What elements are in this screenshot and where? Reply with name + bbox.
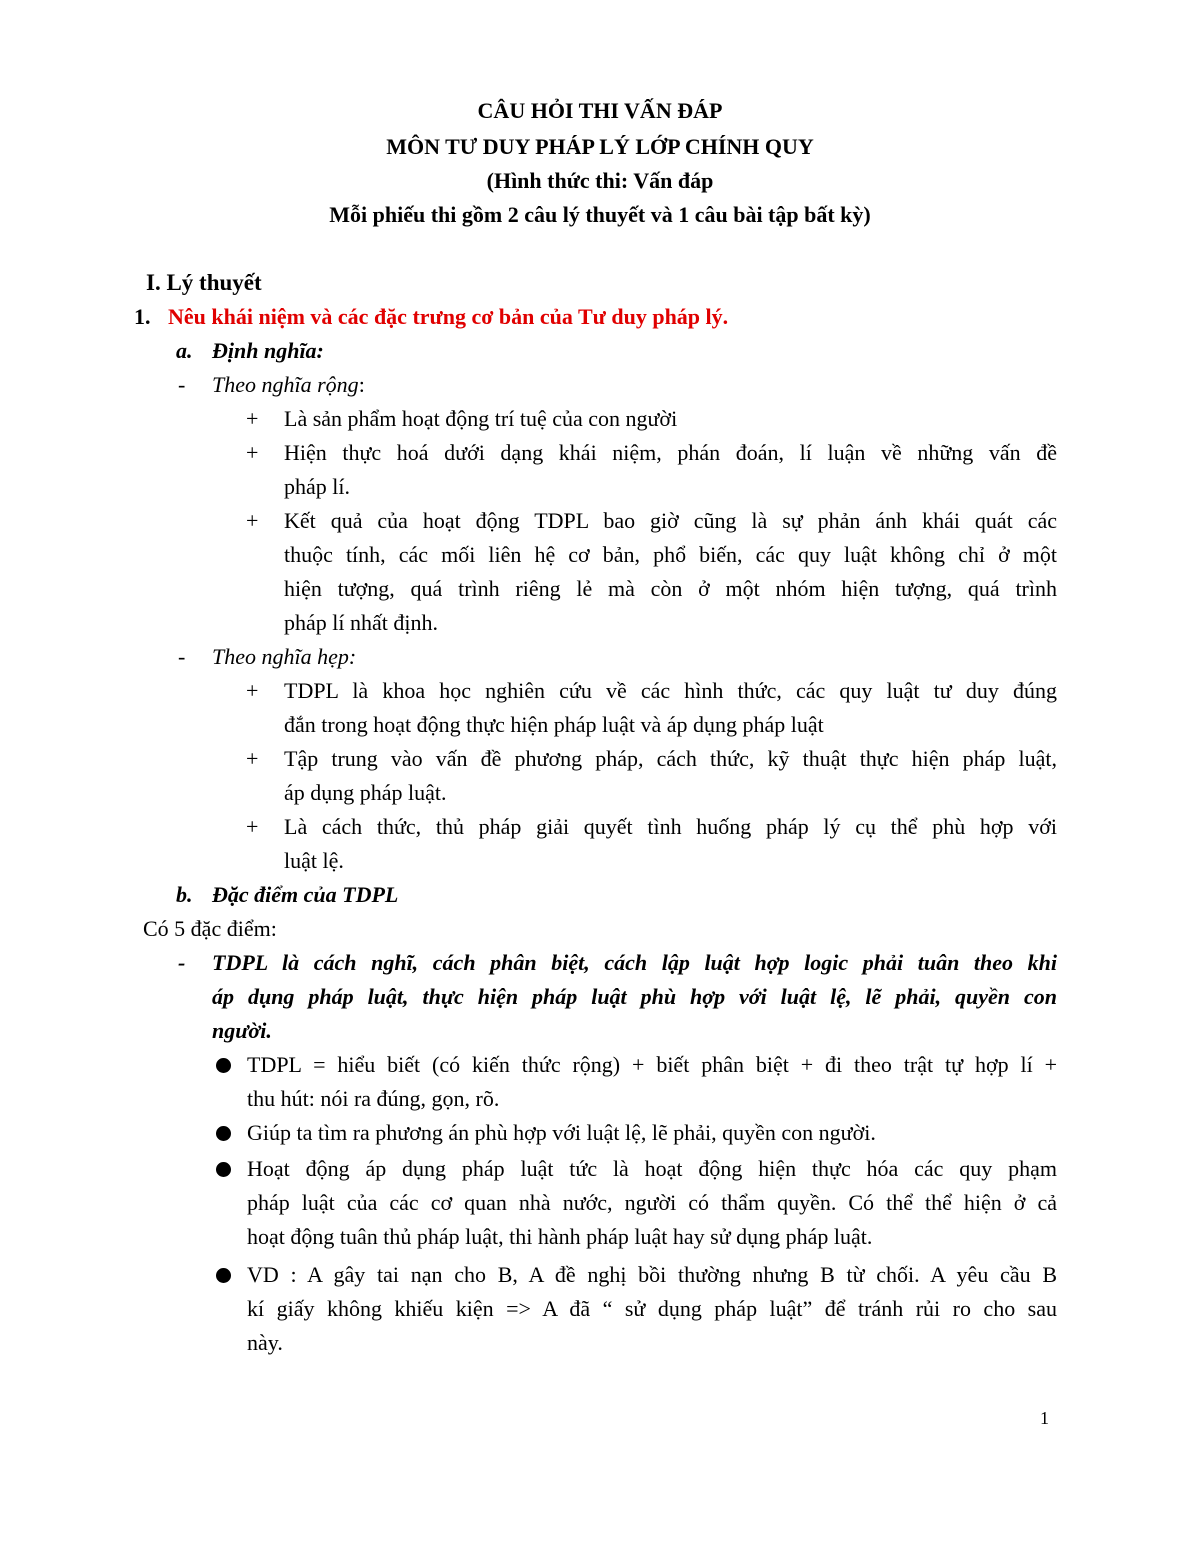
part-a-marker: a. [176, 338, 193, 363]
plus-marker: + [246, 678, 259, 703]
features-intro: Có 5 đặc điểm: [143, 916, 277, 941]
exam-format: (Hình thức thi: Vấn đáp [486, 168, 714, 193]
doc-subtitle: MÔN TƯ DUY PHÁP LÝ LỚP CHÍNH QUY [386, 134, 814, 159]
dash-marker: - [178, 372, 186, 397]
broad-item-3-line-4: pháp lí nhất định. [284, 610, 438, 635]
plus-marker: + [246, 508, 259, 533]
bullet-3-line-3: hoạt động tuân thủ pháp luật, thi hành pháp luật hay sử dụng pháp luật. [247, 1224, 873, 1249]
page-number: 1 [1040, 1408, 1049, 1428]
broad-label-text: Theo nghĩa rộng [212, 372, 359, 397]
part-b-marker: b. [176, 882, 193, 907]
broad-item-1: Là sản phẩm hoạt động trí tuệ của con người [284, 406, 678, 431]
bullet-1-line-2: thu hút: nói ra đúng, gọn, rõ. [247, 1086, 500, 1111]
narrow-item-3-line-2: luật lệ. [284, 848, 344, 873]
plus-marker: + [246, 814, 259, 839]
plus-marker: + [246, 406, 259, 431]
plus-marker: + [246, 746, 259, 771]
broad-item-3-line-3: hiện tượng, quá trình riêng lẻ mà còn ở một nhóm hiện tượng, quá trình [284, 576, 1057, 601]
dash-marker: - [178, 950, 186, 975]
bullet-3-line-1: Hoạt động áp dụng pháp luật tức là hoạt động hiện thực hóa các quy phạm [247, 1156, 1057, 1181]
exam-structure: Mỗi phiếu thi gồm 2 câu lý thuyết và 1 câu bài tập bất kỳ) [329, 202, 871, 227]
bullet-4-line-2: kí giấy không khiếu kiện => A đã “ sử dụng pháp luật” để tránh rủi ro cho sau [247, 1296, 1057, 1321]
bullet-dot [216, 1268, 231, 1283]
bullet-3-line-2: pháp luật của các cơ quan nhà nước, người có thẩm quyền. Có thể thể hiện ở cả [247, 1190, 1057, 1215]
plus-marker: + [246, 440, 259, 465]
part-a-title: Định nghĩa: [212, 338, 324, 363]
bullet-dot [216, 1126, 231, 1141]
bullet-4-line-3: này. [247, 1330, 283, 1355]
feature-1-line-2: áp dụng pháp luật, thực hiện pháp luật phù hợp với luật lệ, lẽ phải, quyền con [212, 984, 1057, 1009]
bullet-2-line-1: Giúp ta tìm ra phương án phù hợp với luật lệ, lẽ phải, quyền con người. [247, 1120, 876, 1145]
broad-definition-label [212, 368, 365, 402]
part-b-title: Đặc điểm của TDPL [212, 882, 399, 907]
narrow-item-3-line-1: Là cách thức, thủ pháp giải quyết tình huống pháp lý cụ thể phù hợp với [284, 814, 1057, 839]
narrow-definition-label: Theo nghĩa hẹp: [212, 644, 357, 669]
feature-1-line-3: người. [212, 1018, 272, 1043]
question-text: Nêu khái niệm và các đặc trưng cơ bản của Tư duy pháp lý. [168, 304, 729, 329]
broad-item-2-line-1: Hiện thực hoá dưới dạng khái niệm, phán đoán, lí luận về những vấn đề [284, 440, 1057, 465]
narrow-item-1-line-1: TDPL là khoa học nghiên cứu về các hình thức, các quy luật tư duy đúng [284, 678, 1057, 703]
narrow-item-2-line-2: áp dụng pháp luật. [284, 780, 447, 805]
section-title: I. Lý thuyết [146, 270, 262, 295]
dash-marker: - [178, 644, 186, 669]
bullet-1-line-1: TDPL = hiểu biết (có kiến thức rộng) + biết phân biệt + đi theo trật tự hợp lí + [247, 1052, 1057, 1077]
narrow-item-2-line-1: Tập trung vào vấn đề phương pháp, cách thức, kỹ thuật thực hiện pháp luật, [284, 746, 1057, 771]
bullet-dot [216, 1162, 231, 1177]
broad-item-3-line-1: Kết quả của hoạt động TDPL bao giờ cũng là sự phản ánh khái quát các [284, 508, 1057, 533]
doc-title: CÂU HỎI THI VẤN ĐÁP [477, 98, 723, 123]
broad-label-colon: : [358, 372, 365, 397]
question-number: 1. [134, 304, 151, 329]
bullet-dot [216, 1058, 231, 1073]
bullet-4-line-1: VD : A gây tai nạn cho B, A đề nghị bồi thường nhưng B từ chối. A yêu cầu B [247, 1262, 1057, 1287]
feature-1-line-1: TDPL là cách nghĩ, cách phân biệt, cách lập luật hợp logic phải tuân theo khi [212, 950, 1057, 975]
broad-item-3-line-2: thuộc tính, các mối liên hệ cơ bản, phổ biến, các quy luật không chỉ ở một [284, 542, 1057, 567]
narrow-item-1-line-2: đắn trong hoạt động thực hiện pháp luật và áp dụng pháp luật [284, 712, 824, 737]
broad-item-2-line-2: pháp lí. [284, 474, 350, 499]
